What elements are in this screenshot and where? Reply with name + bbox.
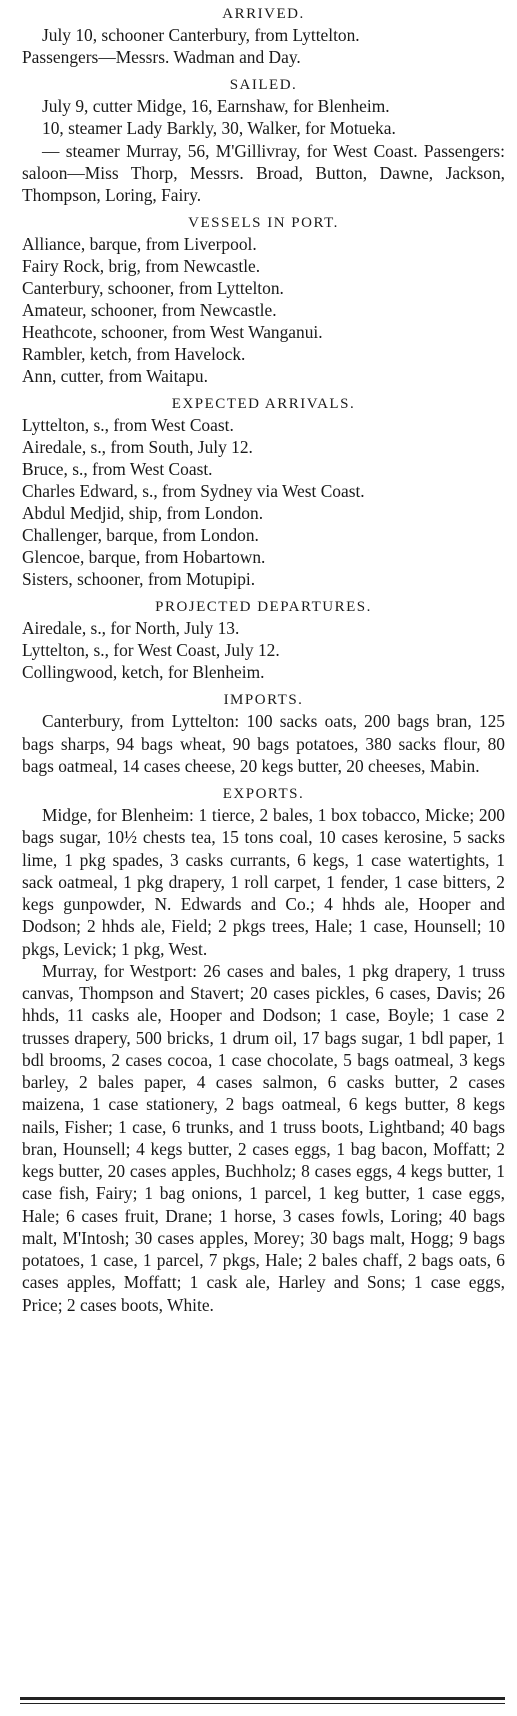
vessel-line: Canterbury, schooner, from Lyttelton. <box>22 278 284 299</box>
vessel-line: Heathcote, schooner, from West Wanganui. <box>22 322 323 343</box>
expected-arrival-line: Lyttelton, s., from West Coast. <box>22 415 234 436</box>
sailed-entry: — steamer Murray, 56, M'Gillivray, for West Coast. Passengers: saloon—Miss Thorp, Messrs. Broad, Button, Dawne, Jackson, Thompson, Loring, Fairy. <box>22 140 505 205</box>
vessel-line: Ann, cutter, from Waitapu. <box>22 366 208 387</box>
arrived-section <box>22 4 505 68</box>
expected-arrivals-heading: EXPECTED ARRIVALS. <box>171 396 356 413</box>
closing-rule <box>20 1697 505 1700</box>
exports-section <box>22 784 505 1316</box>
vessel-line: Fairy Rock, brig, from Newcastle. <box>22 256 261 277</box>
expected-arrival-line: Charles Edward, s., from Sydney via West Coast. <box>22 481 365 502</box>
expected-arrival-line: Challenger, barque, from London. <box>22 525 259 546</box>
projected-departures-heading: PROJECTED DEPARTURES. <box>155 599 372 616</box>
arrived-line: July 10, schooner Canterbury, from Lyttelton. <box>42 25 360 45</box>
export-entry: Midge, for Blenheim: 1 tierce, 2 bales, 1 box tobacco, Micke; 200 bags sugar, 10½ chests tea, 15 tons coal, 10 cases kerosine, 5 sacks lime, 1 pkg spades, 3 casks currants, 6 kegs, 1 case watertights, 1 sack oatmeal, 1 pkg drapery, 1 roll carpet, 1 fender, 1 case bitters, 2 kegs gunpowder, N. Edwards and Co.; 4 hhds ale, Hooper and Dodson; 2 hhds ale, Field; 2 pkgs trees, Hale; 1 case, Hounsell; 10 pkgs, Levick; 1 pkg, West. <box>22 805 505 959</box>
import-entry: Canterbury, from Lyttelton: 100 sacks oats, 200 bags bran, 125 bags sharps, 94 bags wheat, 90 bags potatoes, 380 sacks flour, 80 bags oatmeal, 14 cases cheese, 20 kegs butter, 20 cheeses, Mabin. <box>22 711 505 776</box>
expected-arrival-line: Bruce, s., from West Coast. <box>22 459 213 480</box>
departure-line: Collingwood, ketch, for Blenheim. <box>22 662 265 683</box>
arrived-heading: ARRIVED. <box>222 6 305 22</box>
vessels-in-port-section <box>22 213 505 387</box>
departure-line: Lyttelton, s., for West Coast, July 12. <box>22 640 280 661</box>
sailed-heading: SAILED. <box>229 77 298 93</box>
sailed-section <box>22 75 505 206</box>
expected-arrival-line: Abdul Medjid, ship, from London. <box>22 503 264 524</box>
export-entry: Murray, for Westport: 26 cases and bales, 1 pkg drapery, 1 truss canvas, Thompson and Stavert; 20 cases pickles, 6 cases, Davis; 26 hhds, 11 casks ale, Hooper and Dodson; 1 case, Boyle; 1 case 2 trusses drapery, 500 bricks, 1 drum oil, 17 bags sugar, 1 bdl paper, 1 bdl brooms, 2 cases cocoa, 1 case chocolate, 5 bags oatmeal, 3 kegs barley, 2 bales paper, 4 cases salmon, 6 casks butter, 2 cases maizena, 1 case stationery, 2 bags oatmeal, 6 kegs butter, 8 kegs nails, Fisher; 1 case, 6 trunks, and 1 truss boots, Lightband; 40 bags bran, Hounsell; 4 kegs butter, 2 cases eggs, 1 bag bacon, Moffatt; 2 kegs butter, 20 cases apples, Buchholz; 8 cases eggs, 4 kegs butter, 1 case fish, Fairy; 1 bag onions, 1 parcel, 1 keg butter, 1 case eggs, Hale; 6 cases fruit, Drane; 1 horse, 3 cases fowls, Loring; 40 bags malt, M'Intosh; 30 cases apples, Morey; 30 bags malt, Hogg; 9 bags potatoes, 1 case, 1 parcel, 7 pkgs, Hale; 2 bales chaff, 2 bags oats, 6 cases apples, Moffatt; 1 cask ale, Harley and Sons; 1 case eggs, Price; 2 cases boots, White. <box>22 960 505 1315</box>
sailed-entry: July 9, cutter Midge, 16, Earnshaw, for Blenheim. <box>42 96 390 116</box>
expected-arrival-line: Sisters, schooner, from Motupipi. <box>22 569 256 590</box>
expected-arrival-line: Airedale, s., from South, July 12. <box>22 437 253 458</box>
vessel-line: Rambler, ketch, from Havelock. <box>22 344 246 365</box>
closing-rule-thin <box>20 1703 505 1704</box>
exports-heading: EXPORTS. <box>222 786 305 802</box>
vessel-line: Amateur, schooner, from Newcastle. <box>22 300 277 321</box>
expected-arrivals-section <box>22 394 505 590</box>
vessel-line: Alliance, barque, from Liverpool. <box>22 234 257 255</box>
imports-heading: IMPORTS. <box>223 692 304 709</box>
imports-section <box>22 690 505 777</box>
sailed-entry: 10, steamer Lady Barkly, 30, Walker, for Motueka. <box>42 118 396 139</box>
arrived-line: Passengers—Messrs. Wadman and Day. <box>22 47 301 67</box>
vessels-in-port-heading: VESSELS IN PORT. <box>188 215 339 232</box>
departure-line: Airedale, s., for North, July 13. <box>22 618 240 639</box>
projected-departures-section <box>22 597 505 683</box>
expected-arrival-line: Glencoe, barque, from Hobartown. <box>22 547 266 568</box>
